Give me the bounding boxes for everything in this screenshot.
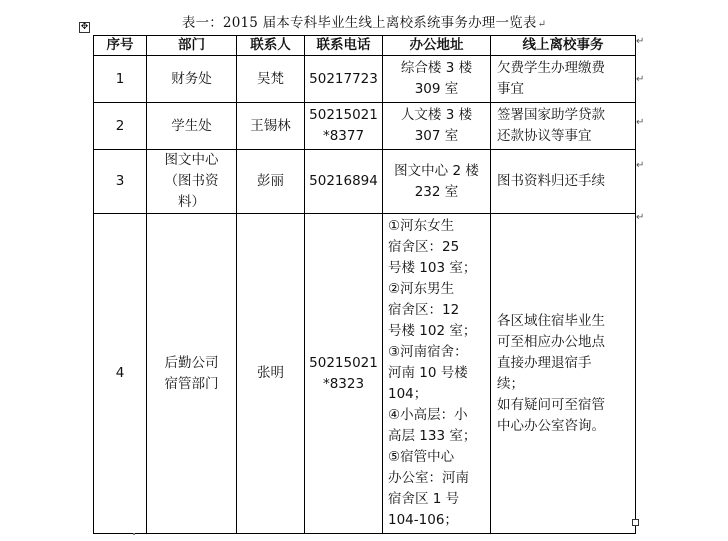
table-header-row — [94, 36, 636, 56]
cell-contact: 吴梵 — [237, 56, 305, 103]
cell-office — [383, 103, 491, 150]
cell-dept — [147, 103, 237, 150]
cursor-dot — [133, 533, 135, 535]
end-of-row-mark: ↵ — [636, 36, 645, 47]
text-line: 如有疑问可至宿管 — [497, 396, 605, 413]
text-line: 后勤公司 — [164, 354, 219, 371]
table-resize-handle[interactable] — [632, 519, 639, 526]
cell-phone — [305, 56, 383, 103]
text-line: 50216894 — [309, 173, 378, 189]
cell-no: 1 — [94, 56, 147, 103]
end-of-row-mark: ↵ — [636, 212, 645, 223]
cell-office — [383, 56, 491, 103]
text-line: 50217723 — [309, 70, 378, 87]
text-line: 可至相应办公地点 — [497, 333, 605, 350]
header-office: 办公地址 — [383, 36, 491, 56]
caption-text: 表一：2015 届本专科毕业生线上离校系统事务办理一览表 — [181, 15, 537, 31]
text-line: 宿管部门 — [164, 375, 219, 392]
cell-dept — [147, 150, 237, 214]
table-row — [94, 103, 636, 150]
text-line: 232 室 — [414, 183, 459, 200]
table-move-handle[interactable]: ✥ — [80, 22, 89, 32]
cell-contact: 彭丽 — [237, 150, 305, 214]
text-line: 中心办公室咨询。 — [497, 417, 605, 434]
text-line: （图书资 — [164, 173, 219, 189]
cell-no: 4 — [94, 214, 147, 534]
cell-contact: 张明 — [237, 214, 305, 534]
cell-office — [383, 214, 491, 534]
text-line: 号楼 102 室； — [388, 323, 477, 339]
text-line: ①河东女生 — [388, 218, 455, 234]
table-row — [94, 150, 636, 214]
text-line: 还款协议等事宜 — [497, 128, 592, 144]
text-line: 续； — [497, 375, 524, 392]
text-line: 学生处 — [171, 117, 212, 134]
cell-affairs — [491, 56, 636, 103]
cell-phone — [305, 103, 383, 150]
text-line: 签署国家助学贷款 — [497, 107, 605, 123]
text-line: 307 室 — [414, 128, 459, 144]
text-line: ③河南宿舍： — [388, 344, 468, 360]
affairs-table — [93, 35, 636, 534]
text-line: 人文楼 3 楼 — [400, 107, 473, 123]
text-line: 宿舍区：12 — [388, 302, 460, 318]
text-line: 料） — [178, 194, 205, 210]
text-line: ④小高层：小 — [388, 407, 468, 423]
table-row — [94, 214, 636, 534]
text-line: 图文中心 2 楼 — [394, 162, 479, 179]
text-line: 宿舍区 1 号 — [388, 491, 460, 507]
paragraph-mark: ↵ — [537, 19, 547, 30]
text-line: 直接办理退宿手 — [497, 354, 592, 371]
text-line: 办公室：河南 — [388, 470, 469, 486]
cell-dept — [147, 214, 237, 534]
text-line: ②河东男生 — [388, 281, 455, 297]
header-no: 序号 — [94, 36, 147, 56]
header-phone: 联系电话 — [305, 36, 383, 56]
text-line: 各区域住宿毕业生 — [497, 312, 605, 329]
text-line: 财务处 — [171, 70, 212, 87]
cell-phone — [305, 150, 383, 214]
cell-contact: 王锡林 — [237, 103, 305, 150]
text-line: 宿舍区：25 — [388, 239, 460, 255]
cell-no: 2 — [94, 103, 147, 150]
end-of-row-mark: ↵ — [636, 160, 645, 171]
header-contact: 联系人 — [237, 36, 305, 56]
cell-affairs — [491, 103, 636, 150]
cell-office — [383, 150, 491, 214]
header-dept: 部门 — [147, 36, 237, 56]
cell-dept — [147, 56, 237, 103]
text-line: ⑤宿管中心 — [388, 449, 455, 465]
cell-no: 3 — [94, 150, 147, 214]
table-row — [94, 56, 636, 103]
text-line: 309 室 — [414, 81, 459, 97]
text-line: 欠费学生办理缴费 — [497, 60, 605, 76]
text-line: 图书资料归还手续 — [497, 173, 605, 189]
cell-phone — [305, 214, 383, 534]
text-line: 号楼 103 室； — [388, 260, 477, 276]
cell-affairs — [491, 214, 636, 534]
header-affairs: 线上离校事务 — [491, 36, 636, 56]
text-line: 50215021 — [309, 354, 378, 371]
end-of-row-mark: ↵ — [636, 74, 645, 85]
text-line: 河南 10 号楼 — [388, 365, 468, 381]
cell-affairs — [491, 150, 636, 214]
text-line: 高层 133 室； — [388, 428, 477, 444]
text-line: *8377 — [322, 128, 365, 144]
text-line: 综合楼 3 楼 — [400, 60, 473, 76]
table-caption — [94, 14, 634, 34]
text-line: 50215021 — [309, 107, 378, 123]
text-line: 104； — [388, 386, 428, 402]
text-line: 图文中心 — [164, 152, 219, 168]
text-line: *8323 — [322, 375, 365, 392]
text-line: 104-106； — [388, 512, 458, 528]
text-line: 事宜 — [497, 81, 524, 97]
end-of-row-mark: ↵ — [636, 117, 645, 128]
